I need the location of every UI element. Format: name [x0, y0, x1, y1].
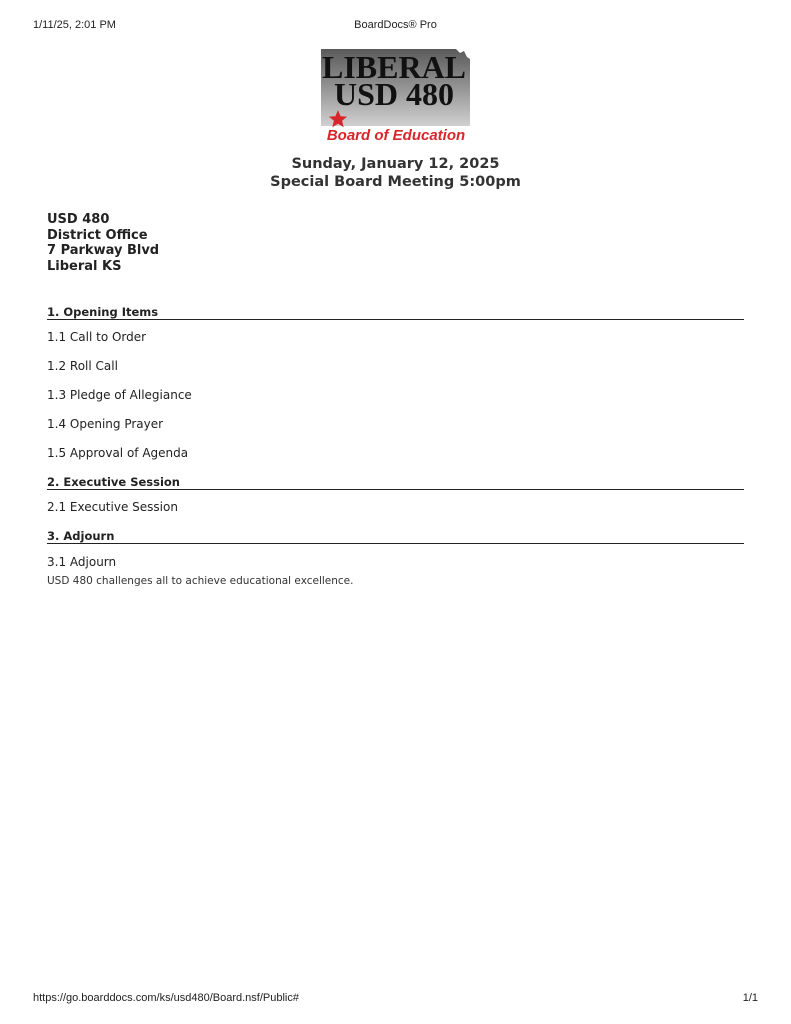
print-header [33, 19, 758, 33]
section-header-adjourn[interactable]: 3. Adjourn [47, 529, 744, 544]
section-header-executive-session[interactable]: 2. Executive Session [47, 475, 744, 490]
agenda-item[interactable]: 1.1 Call to Order [47, 330, 147, 344]
print-url: https://go.boarddocs.com/ks/usd480/Board.nsf/Public# [33, 992, 299, 1004]
meeting-date: Sunday, January 12, 2025 [291, 156, 500, 172]
logo-line1: LIBERAL [321, 49, 467, 85]
address-line: USD 480 [47, 212, 110, 227]
agenda-item[interactable]: 1.4 Opening Prayer [47, 417, 164, 431]
address-line: District Office [47, 227, 148, 243]
print-footer [33, 992, 758, 1006]
page-number: 1/1 [742, 992, 758, 1004]
mission-statement: USD 480 challenges all to achieve educational excellence. [47, 575, 354, 587]
agenda-item[interactable]: 3.1 Adjourn [47, 555, 117, 569]
agenda-item[interactable]: 1.5 Approval of Agenda [47, 446, 189, 460]
section-header-opening-items[interactable]: 1. Opening Items [47, 305, 744, 320]
district-logo [318, 47, 474, 145]
agenda-item[interactable]: 1.3 Pledge of Allegiance [47, 388, 192, 402]
logo-tagline: Board of Education [326, 127, 466, 144]
print-title: BoardDocs® Pro [354, 19, 437, 31]
agenda-item[interactable]: 1.2 Roll Call [47, 359, 118, 373]
meeting-name: Special Board Meeting 5:00pm [270, 174, 521, 190]
address-line: 7 Parkway Blvd [47, 243, 160, 259]
address-line: Liberal KS [47, 259, 122, 275]
meeting-address [47, 212, 159, 275]
print-timestamp: 1/11/25, 2:01 PM [33, 19, 116, 31]
agenda-item[interactable]: 2.1 Executive Session [47, 500, 178, 514]
logo-line2: USD 480 [333, 76, 455, 112]
